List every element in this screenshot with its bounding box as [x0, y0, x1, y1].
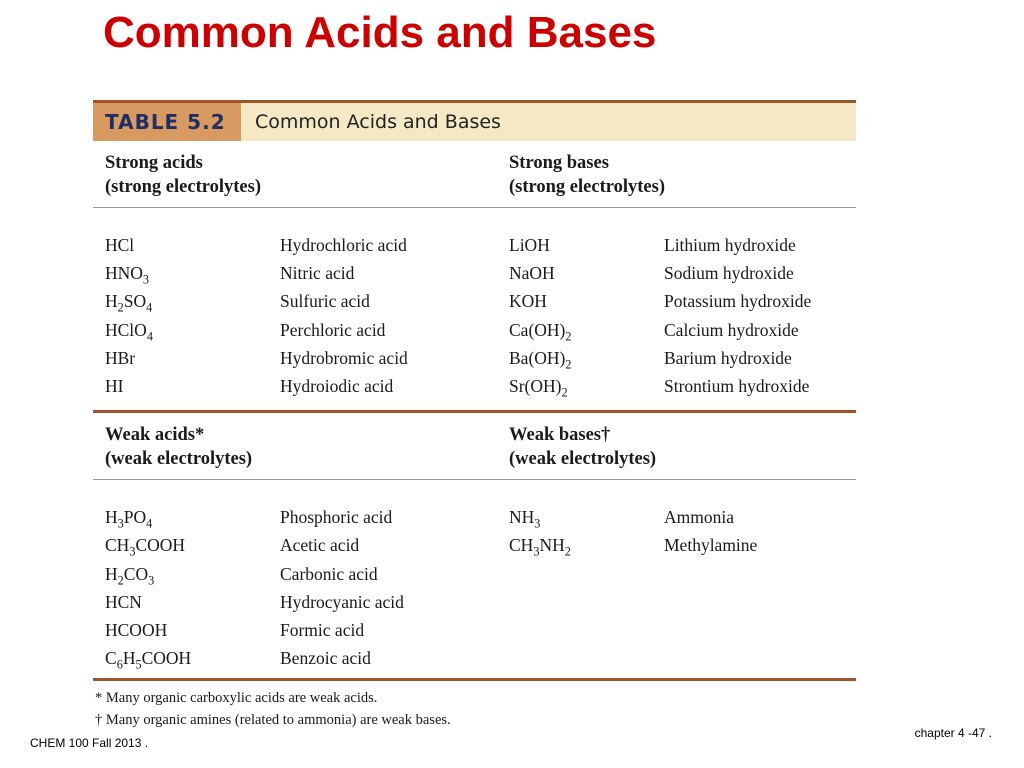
- base-formula: LiOH: [509, 235, 550, 255]
- footnote-weak-acids: * Many organic carboxylic acids are weak acids.: [95, 690, 378, 707]
- table-row: [93, 531, 856, 559]
- acid-formula: HCl: [105, 235, 135, 255]
- base-name: Lithium hydroxide: [664, 235, 796, 255]
- base-name: Barium hydroxide: [664, 347, 792, 368]
- acid-formula: $H_3PO_4$: [105, 507, 153, 531]
- acid-formula: $H_2SO_4$: [105, 291, 153, 315]
- acid-formula: HCN: [105, 591, 142, 612]
- acid-name: Acetic acid: [280, 535, 360, 556]
- acid-formula: HBr: [105, 347, 136, 368]
- acid-formula: HClO$_4$: [105, 319, 153, 343]
- table-row: [93, 287, 856, 315]
- weak-acids-title: Weak acids*: [105, 425, 205, 446]
- table-header: [93, 103, 856, 141]
- acid-formula: $CH_3COOH$: [105, 535, 186, 559]
- table-row: [93, 588, 856, 616]
- table-number: TABLE 5.2: [93, 103, 241, 141]
- weak-bases-subtitle: (weak electrolytes): [509, 449, 657, 470]
- acid-name: Benzoic acid: [280, 648, 371, 669]
- base-formula: $CH_3NH_2$: [509, 535, 571, 559]
- strong-acids-title: Strong acids: [105, 153, 203, 173]
- acid-formula: $C_6H_5COOH$: [105, 648, 192, 672]
- strong-bases-subtitle: (strong electrolytes): [509, 177, 665, 197]
- strong-acids-subtitle: (strong electrolytes): [105, 177, 261, 197]
- strong-bases-heading: [509, 151, 665, 199]
- weak-bases-title: Weak bases†: [509, 425, 611, 446]
- strong-bases-title: Strong bases: [509, 153, 609, 173]
- weak-acids-heading: [105, 423, 252, 471]
- table-caption: Common Acids and Bases: [255, 111, 501, 133]
- table-row: [93, 503, 856, 531]
- base-formula: $Ba(OH)_2$: [509, 347, 572, 372]
- acid-name: Hydrochloric acid: [280, 235, 407, 255]
- base-formula: $Ca(OH)_2$: [509, 319, 572, 343]
- footnotes: [93, 681, 856, 731]
- acids-bases-table: [93, 100, 856, 731]
- weak-section-header: [93, 413, 856, 480]
- base-name: Calcium hydroxide: [664, 319, 799, 340]
- acid-formula: $H_2CO_3$: [105, 563, 155, 587]
- base-name: Methylamine: [664, 535, 758, 556]
- acid-formula: $HNO_3$: [105, 263, 150, 287]
- weak-bases-heading: [509, 423, 656, 471]
- acid-name: Hydroiodic acid: [280, 375, 394, 396]
- acid-name: Sulfuric acid: [280, 291, 370, 312]
- acid-name: Hydrocyanic acid: [280, 591, 404, 612]
- acid-name: Perchloric acid: [280, 319, 386, 340]
- table-row: [93, 560, 856, 588]
- table-row: [93, 231, 856, 259]
- acid-name: Formic acid: [280, 619, 365, 640]
- acid-name: Hydrobromic acid: [280, 347, 408, 368]
- base-name: Ammonia: [664, 507, 734, 528]
- table-row: [93, 644, 856, 672]
- table-row: [93, 316, 856, 344]
- base-formula: $Sr(OH)_2$: [509, 375, 568, 400]
- table-row: [93, 372, 856, 400]
- acid-formula: HI: [105, 375, 124, 396]
- acid-name: Nitric acid: [280, 263, 355, 284]
- footnote-weak-bases: † Many organic amines (related to ammonia) are weak bases.: [95, 712, 451, 729]
- table-row: [93, 344, 856, 372]
- table-row: [93, 259, 856, 287]
- acid-formula: HCOOH: [105, 619, 168, 640]
- strong-section-header: [93, 141, 856, 208]
- table-row: [93, 616, 856, 644]
- footer-course: CHEM 100 Fall 2013 .: [30, 736, 149, 750]
- footer-page-number: chapter 4 -47 .: [914, 726, 992, 740]
- base-formula: NaOH: [509, 263, 555, 284]
- strong-acids-heading: [105, 151, 261, 199]
- weak-acids-subtitle: (weak electrolytes): [105, 449, 253, 470]
- base-name: Potassium hydroxide: [664, 291, 812, 312]
- base-name: Strontium hydroxide: [664, 375, 810, 396]
- slide-title: Common Acids and Bases: [103, 8, 657, 57]
- acid-name: Carbonic acid: [280, 563, 378, 584]
- base-name: Sodium hydroxide: [664, 263, 794, 284]
- base-formula: KOH: [509, 291, 547, 312]
- acid-name: Phosphoric acid: [280, 507, 393, 528]
- strong-rows: [93, 208, 856, 410]
- weak-rows: [93, 480, 856, 678]
- base-formula: $NH_3$: [509, 507, 541, 531]
